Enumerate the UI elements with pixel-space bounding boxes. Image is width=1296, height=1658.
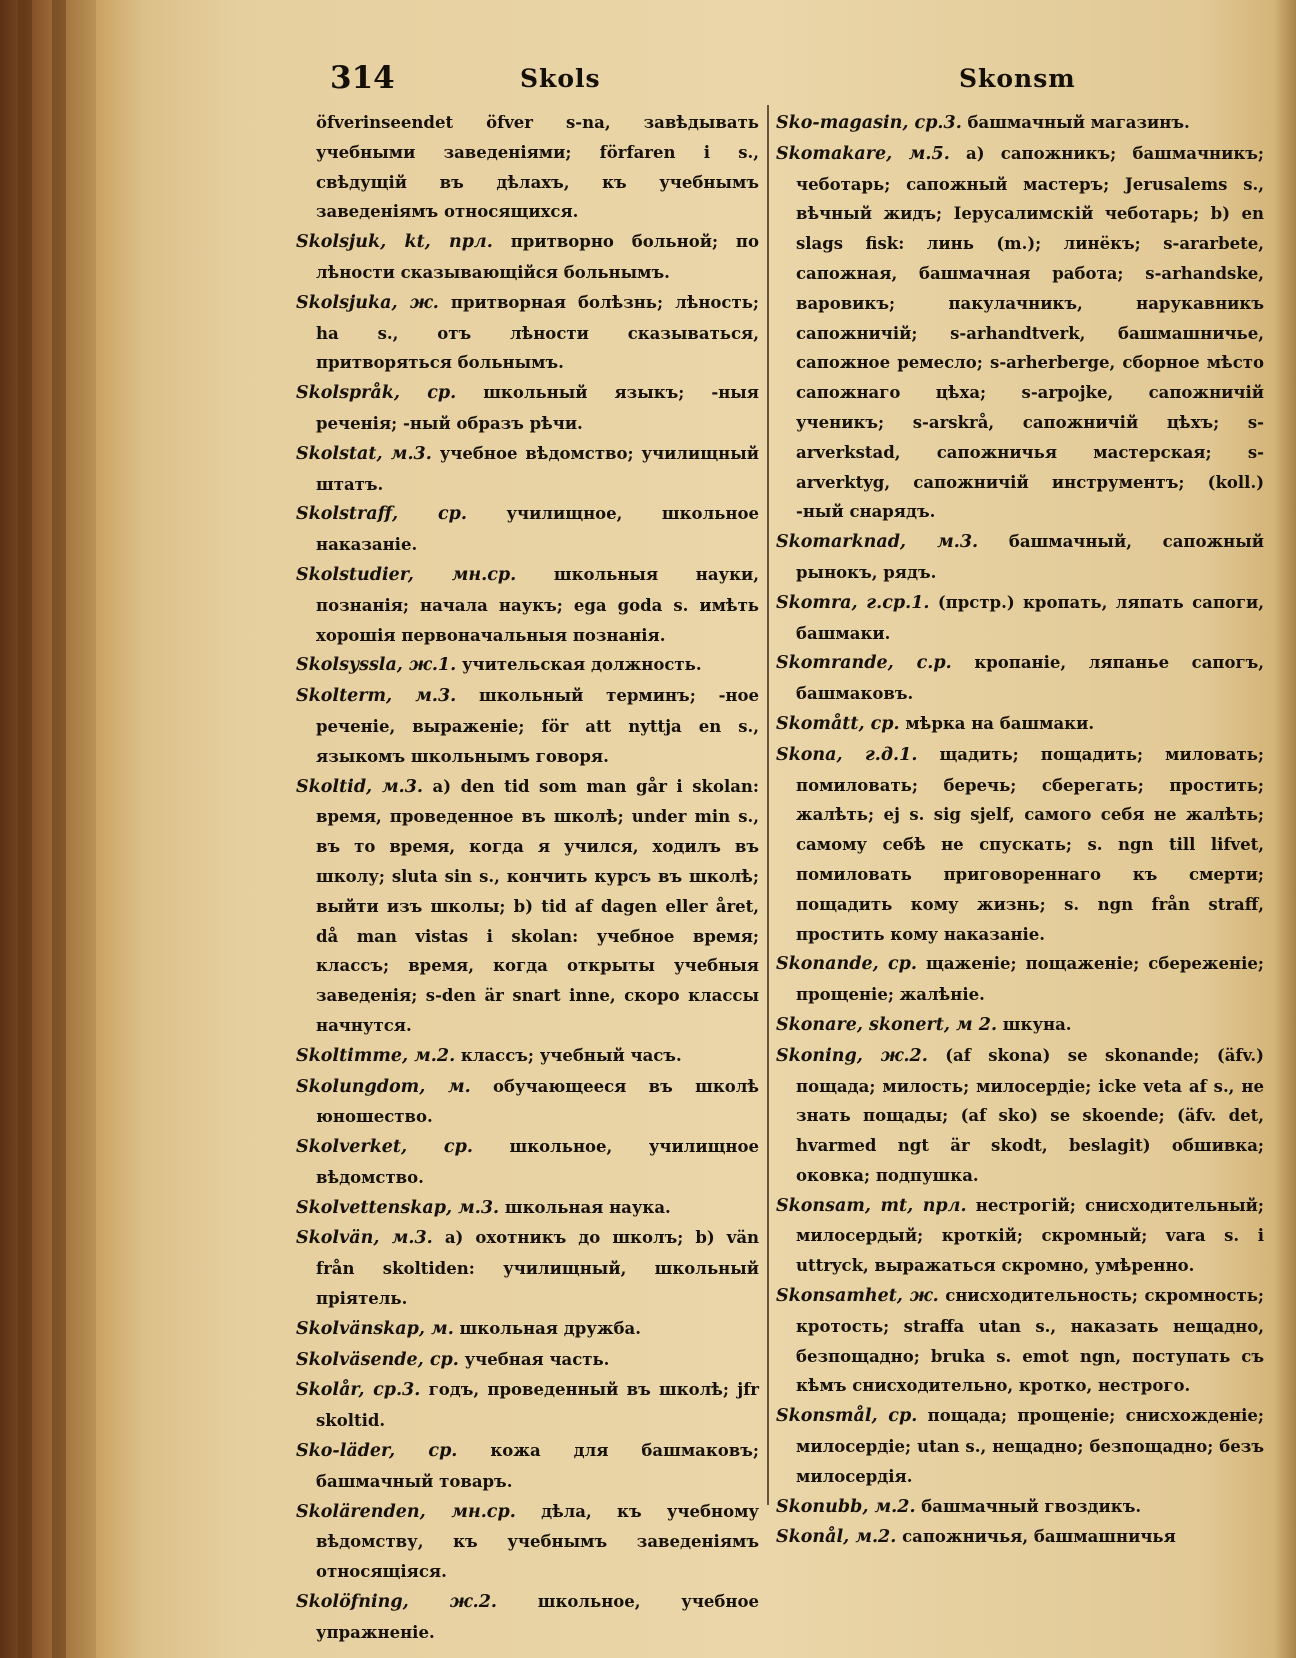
entry-definition: снисходительность; скромность; кротость; straffa utan s., наказать нещадно, безпощадно; bruka s. emot ngn, поступать съ кѣмъ снисходительно, кротко, нестрого. [796,1286,1264,1396]
dictionary-entry [776,1010,1264,1041]
entry-definition: a) охотникъ до школъ; b) vän från skoltiden: училищный, школьный пріятель. [316,1228,760,1309]
dictionary-entry [296,227,759,288]
entry-definition: кропаніе, ляпанье сапогъ, башмаковъ. [796,653,1264,704]
dictionary-entry [296,1132,759,1193]
dictionary-entry [776,709,1264,740]
entry-definition: öfverinseendet öfver s-na, завѣдывать учебными заведеніями; förfaren i s., свѣдущій въ дѣлахъ, къ учебнымъ заведеніямъ относящихся. [316,113,759,222]
entry-headword: Skonubb, м.2. [776,1496,916,1517]
entry-headword: Skolsyssla, ж.1. [296,655,457,676]
entry-definition: башмачный магазинъ. [967,113,1190,132]
page-edge-shadow [1274,0,1296,1658]
dictionary-entry [296,1436,759,1497]
entry-definition: обучающееся въ школѣ юношество. [316,1076,760,1127]
column-divider [767,105,769,1505]
entry-definition: школьныя науки, познанія; начала наукъ; ega goda s. имѣть хорошія первоначальныя познанія. [316,564,759,645]
entry-definition: годъ, проведенный въ школѣ; jfr skoltid. [316,1380,759,1431]
right-column [776,108,1264,1553]
dictionary-entry [296,378,759,439]
entry-headword: Skonare, skonert, м 2. [776,1014,998,1035]
entry-headword: Sko-läder, ср. [296,1441,458,1462]
entry-definition: притворная болѣзнь; лѣность; ha s., отъ лѣности сказываться, притворяться больнымъ. [316,292,759,373]
dictionary-entry [776,1281,1264,1401]
entry-definition: щадить; пощадить; миловать; помиловать; беречь; сберегать; простить; жалѣть; ej s. sig sjelf, самого себя не жалѣть; самому себѣ не спускать; s. ngn till lifvet, помиловать приговореннаго къ смерти; пощадить кому жизнь; s. ngn från straff, простить кому наказаніе. [796,744,1264,944]
entry-headword: Sko-magasin, ср.3. [776,113,962,133]
dictionary-entry [776,588,1264,649]
entry-definition: пощада; прощеніе; снисхожденіе; милосердіе; utan s., нещадно; безпощадно; безъ милосердія. [796,1406,1265,1486]
entry-definition: классъ; учебный часъ. [460,1045,682,1065]
entry-headword: Skolöfning, ж.2. [296,1592,497,1613]
entry-definition: (af skona) se skonande; (äfv.) пощада; милость; милосердіе; icke veta af s., не знать пощады; (af sko) se skoende; (äfv. det, hvarmed ngt är skodt, beslagit) обшивка; оковка; подпушка. [796,1045,1264,1185]
dictionary-page [96,0,1296,1658]
entry-headword: Skomått, ср. [776,713,900,734]
dictionary-entry [296,439,759,500]
entry-headword: Skolstudier, мн.ср. [296,564,517,585]
dictionary-entry [296,1041,759,1072]
dictionary-entry [776,527,1264,588]
entry-definition: школьный языкъ; -ныя реченія; -ный образъ рѣчи. [316,383,759,433]
entry-headword: Skolstraff, ср. [296,504,467,525]
dictionary-entry [776,1401,1264,1491]
dictionary-entry [296,650,759,681]
entry-headword: Skonsam, mt, прл. [776,1195,967,1216]
entry-headword: Skona, г.д.1. [776,744,918,765]
dictionary-entry [776,139,1264,527]
dictionary-entry [296,1497,759,1587]
dictionary-entry [296,1072,759,1133]
dictionary-entry [296,1193,759,1224]
entry-definition: кожа для башмаковъ; башмачный товаръ. [316,1441,759,1491]
entry-headword: Skolstat, м.3. [296,443,432,464]
entry-headword: Skolverket, ср. [296,1137,473,1158]
entry-headword: Skolår, ср.3. [296,1380,421,1401]
dictionary-entry [776,1522,1264,1553]
entry-headword: Skolspråk, ср. [296,383,457,404]
entry-headword: Skomra, г.ср.1. [776,592,930,613]
entry-headword: Skomakare, м.5. [776,143,950,164]
entry-headword: Skolvän, м.3. [296,1228,433,1249]
entry-headword: Skolterm, м.3. [296,686,457,707]
entry-definition: мѣрка на башмаки. [905,713,1095,733]
entry-definition: школьное, учебное упражненіе. [316,1592,759,1642]
dictionary-entry [296,1587,759,1648]
entry-definition: учебное вѣдомство; училищный штатъ. [316,443,759,494]
dictionary-entry [296,1223,759,1313]
cover-shadow [52,0,66,1658]
entry-definition: учительская должность. [461,655,702,675]
entry-definition: школьная дружба. [459,1318,641,1338]
entry-definition: шкуна. [1002,1014,1072,1034]
dictionary-entry [296,560,759,650]
dictionary-entry [296,1314,759,1345]
dictionary-entry [776,740,1264,950]
entry-definition: башмачный гвоздикъ. [921,1496,1142,1516]
dictionary-entry [776,648,1264,709]
page-header [96,60,1296,100]
dictionary-entry [296,499,759,560]
dictionary-entry [296,108,759,227]
entry-definition: щаженіе; пощаженіе; сбереженіе; прощеніе; жалѣніе. [796,954,1264,1005]
entry-definition: дѣла, къ учебному вѣдомству, къ учебнымъ заведеніямъ относящіяся. [316,1501,759,1582]
entry-definition: школьный терминъ; -ное реченіе, выраженіе; för att nyttja en s., языкомъ школьнымъ говоря. [316,686,759,766]
entry-headword: Skonsamhet, ж. [776,1286,939,1307]
dictionary-entry [296,1345,759,1376]
cover-shadow [18,0,32,1658]
entry-headword: Skolvänskap, м. [296,1318,454,1339]
entry-headword: Skolväsende, ср. [296,1349,459,1370]
entry-headword: Skoltimme, м.2. [296,1045,456,1066]
entry-definition: училищное, школьное наказаніе. [316,504,759,555]
dictionary-entry [776,108,1264,139]
entry-definition: учебная часть. [464,1349,610,1369]
dictionary-entry [296,1375,759,1436]
entry-headword: Skolsjuka, ж. [296,292,439,313]
entry-definition: притворно больной; по лѣности сказывающійся больнымъ. [316,232,760,282]
dictionary-entry [296,681,759,771]
entry-headword: Skolungdom, м. [296,1076,471,1097]
entry-definition: (прстр.) кропать, ляпать сапоги, башмаки. [796,592,1265,643]
guide-word-left: Skols [520,64,601,93]
entry-definition: школьная наука. [504,1197,671,1217]
entry-headword: Skolvettenskap, м.3. [296,1197,500,1218]
entry-definition: нестрогій; снисходительный; милосердый; кроткій; скромный; vara s. i uttryck, выражаться скромно, умѣренно. [796,1195,1265,1276]
guide-word-right: Skonsm [959,64,1076,93]
entry-definition: школьное, училищное вѣдомство. [316,1137,759,1187]
entry-headword: Skolsjuk, kt, прл. [296,232,493,253]
entry-headword: Skonål, м.2. [776,1527,897,1548]
entry-headword: Skoltid, м.3. [296,776,424,797]
entry-headword: Skonsmål, ср. [776,1406,918,1427]
dictionary-entry [776,1191,1264,1281]
entry-headword: Skolärenden, мн.ср. [296,1501,516,1522]
page-number: 314 [330,60,395,96]
entry-definition: a) den tid som man går i skolan: время, проведенное въ школѣ; under min s., въ то время, когда я учился, ходилъ въ школу; sluta sin s., кончить курсъ въ школѣ; выйти изъ школы; b) tid af dagen eller året, då man vistas i skolan: учебное время; классъ; время, когда открыты учебныя заведенія; s-den är snart inne, скоро классы начнутся. [316,776,759,1035]
left-column [296,108,759,1648]
entry-headword: Skonande, ср. [776,954,917,975]
dictionary-entry [776,1041,1264,1191]
entry-definition: башмачный, сапожный рынокъ, рядъ. [796,532,1264,582]
entry-definition: сапожничья, башмашничья [902,1527,1176,1547]
entry-headword: Skomrande, с.р. [776,653,952,674]
dictionary-entry [776,949,1264,1010]
dictionary-entry [776,1492,1264,1523]
entry-definition: a) сапожникъ; башмачникъ; чеботарь; сапожный мастеръ; Jerusalems s., вѣчный жидъ; Іерусалимскій чеботарь; b) en slags fisk: линь (m.); линёкъ; s-ararbete, сапожная, башмачная работа; s-arhandske, варовикъ; пакулачникъ, нарукавникъ сапожничій; s-arhandtverk, башмашничье, сапожное ремесло; s-arherberge, сборное мѣсто сапожнаго цѣха; s-arpojke, сапожничій ученикъ; s-arskrå, сапожничій цѣхъ; s-arverkstad, сапожничья мастерская; s-arverktyg, сапожничій инструментъ; (koll.) -ный снарядъ. [796,143,1264,522]
entry-headword: Skomarknad, м.3. [776,532,979,553]
dictionary-entry [296,288,759,378]
entry-headword: Skoning, ж.2. [776,1045,928,1066]
dictionary-entry [296,772,759,1041]
